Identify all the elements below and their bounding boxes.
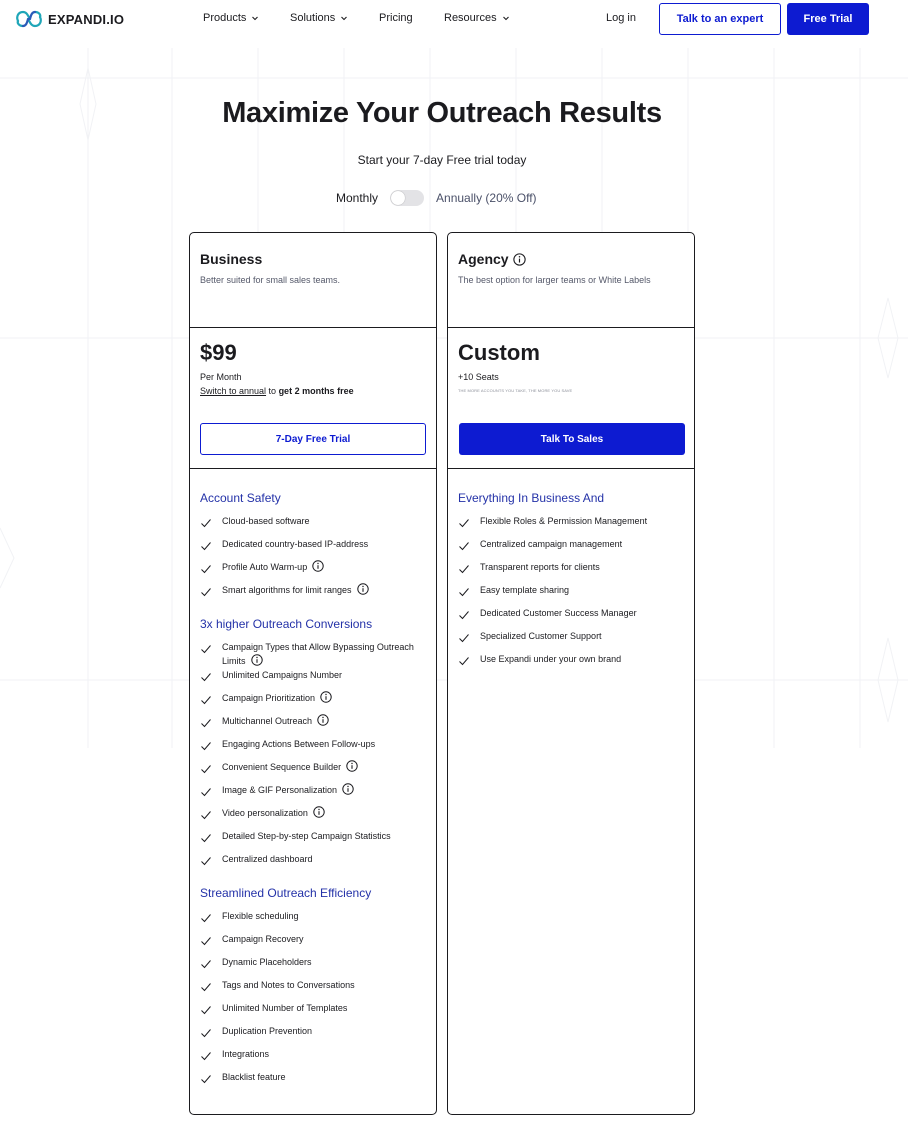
info-icon[interactable]: [317, 714, 329, 726]
feature-item: [200, 737, 426, 760]
feature-text: Cloud-based software: [222, 516, 310, 526]
feature-item: [458, 652, 684, 675]
feature-text: Dynamic Placeholders: [222, 957, 312, 967]
feature-item: [200, 560, 426, 583]
feature-text-wrap: [222, 714, 329, 728]
billing-monthly-label[interactable]: Monthly: [336, 191, 379, 205]
business-plan-header: [190, 233, 436, 328]
feature-text: Blacklist feature: [222, 1072, 286, 1082]
feature-text: Dedicated country-based IP-address: [222, 539, 369, 549]
checkmark-icon: [200, 763, 212, 775]
feature-text-wrap: [222, 978, 355, 992]
feature-item: [200, 691, 426, 714]
switch-annual-connector: to: [266, 386, 279, 396]
info-icon[interactable]: [346, 760, 358, 772]
business-price: $99: [200, 340, 237, 365]
feature-text-wrap: [222, 640, 422, 668]
feature-text-wrap: [480, 606, 637, 620]
agency-seats: +10 Seats: [458, 372, 499, 382]
feature-text-wrap: [222, 691, 332, 705]
feature-text-wrap: [222, 1047, 269, 1061]
feature-item: [200, 668, 426, 691]
checkmark-icon: [458, 586, 470, 598]
checkmark-icon: [200, 643, 212, 655]
agency-plan-pricing: [448, 328, 694, 469]
nav-products-label: Products: [203, 12, 247, 24]
checkmark-icon: [458, 563, 470, 575]
agency-plan-card: [447, 232, 695, 1115]
feature-text: Centralized campaign management: [480, 539, 623, 549]
info-icon[interactable]: [513, 253, 526, 266]
agency-fine-print: THE MORE ACCOUNTS YOU TAKE, THE MORE YOU SAVE: [458, 388, 573, 393]
agency-plan-title: Agency: [458, 251, 509, 267]
checkmark-icon: [200, 958, 212, 970]
chevron-down-icon: [251, 14, 259, 22]
feature-text-wrap: [222, 668, 342, 682]
feature-text: Image & GIF Personalization: [222, 785, 338, 795]
feature-text-wrap: [222, 955, 312, 969]
feature-text-wrap: [222, 583, 369, 597]
nav-pricing-label: Pricing: [379, 12, 413, 24]
checkmark-icon: [200, 981, 212, 993]
feature-item: [200, 1047, 426, 1070]
feature-item: [458, 606, 684, 629]
feature-text: Multichannel Outreach: [222, 716, 313, 726]
talk-to-sales-button[interactable]: Talk To Sales: [459, 423, 685, 455]
feature-text: Centralized dashboard: [222, 854, 313, 864]
feature-text-wrap: [480, 652, 621, 666]
feature-text-wrap: [222, 783, 354, 797]
feature-text: Video personalization: [222, 808, 308, 818]
checkmark-icon: [200, 1004, 212, 1016]
feature-text: Specialized Customer Support: [480, 631, 602, 641]
feature-text: Easy template sharing: [480, 585, 570, 595]
switch-to-annual-link[interactable]: Switch to annual: [200, 386, 267, 396]
billing-annually-label[interactable]: Annually (20% Off): [436, 191, 537, 205]
checkmark-icon: [200, 786, 212, 798]
feature-text: Campaign Prioritization: [222, 693, 316, 703]
feature-item: [200, 760, 426, 783]
feature-text-wrap: [480, 537, 622, 551]
info-icon[interactable]: [312, 560, 324, 572]
checkmark-icon: [200, 832, 212, 844]
feature-text: Convenient Sequence Builder: [222, 762, 342, 772]
feature-text: Flexible Roles & Permission Management: [480, 516, 648, 526]
nav-products[interactable]: [203, 12, 259, 24]
feature-text: Campaign Recovery: [222, 934, 304, 944]
checkmark-icon: [200, 540, 212, 552]
business-plan-card: [189, 232, 437, 1115]
info-icon[interactable]: [342, 783, 354, 795]
feature-text-wrap: [222, 560, 324, 574]
feature-item: [200, 955, 426, 978]
nav-solutions[interactable]: [290, 12, 348, 24]
feature-text: Unlimited Number of Templates: [222, 1003, 348, 1013]
feature-text-wrap: [222, 909, 299, 923]
feature-text: Unlimited Campaigns Number: [222, 670, 343, 680]
feature-text: Profile Auto Warm-up: [222, 562, 308, 572]
feature-text: Campaign Types that Allow Bypassing Outreach Limits: [222, 642, 414, 666]
checkmark-icon: [200, 563, 212, 575]
info-icon[interactable]: [357, 583, 369, 595]
checkmark-icon: [458, 632, 470, 644]
chevron-down-icon: [502, 14, 510, 22]
feature-text-wrap: [222, 829, 391, 843]
business-plan-description: Better suited for small sales teams.: [200, 275, 341, 285]
toggle-knob: [391, 191, 405, 205]
feature-item: [458, 537, 684, 560]
checkmark-icon: [458, 655, 470, 667]
feature-section-title: 3x higher Outreach Conversions: [200, 617, 373, 631]
feature-text-wrap: [480, 629, 602, 643]
feature-text: Dedicated Customer Success Manager: [480, 608, 637, 618]
checkmark-icon: [200, 694, 212, 706]
feature-item: [200, 583, 426, 606]
nav-pricing[interactable]: [379, 12, 413, 24]
logo-text: EXPANDI.IO: [48, 11, 125, 27]
checkmark-icon: [200, 517, 212, 529]
feature-item: [200, 852, 426, 875]
billing-period-switch: [336, 190, 537, 206]
feature-section-title: Streamlined Outreach Efficiency: [200, 886, 372, 900]
feature-text-wrap: [222, 852, 313, 866]
billing-toggle[interactable]: [390, 190, 424, 206]
page-title: Maximize Your Outreach Results: [222, 97, 662, 129]
checkmark-icon: [458, 540, 470, 552]
feature-text: Integrations: [222, 1049, 270, 1059]
feature-text-wrap: [222, 737, 375, 751]
feature-item: [200, 909, 426, 932]
info-icon[interactable]: [251, 654, 263, 666]
feature-text: Detailed Step-by-step Campaign Statistics: [222, 831, 391, 841]
nav-solutions-label: Solutions: [290, 12, 336, 24]
info-icon[interactable]: [320, 691, 332, 703]
business-features-list: [190, 469, 436, 1093]
checkmark-icon: [200, 1027, 212, 1039]
feature-item: [200, 783, 426, 806]
feature-section-title: Everything In Business And: [458, 491, 605, 505]
top-navigation: [0, 0, 908, 40]
checkmark-icon: [200, 809, 212, 821]
feature-text-wrap: [222, 806, 325, 820]
checkmark-icon: [458, 609, 470, 621]
feature-text: Duplication Prevention: [222, 1026, 313, 1036]
feature-text-wrap: [480, 514, 647, 528]
feature-text-wrap: [222, 514, 310, 528]
feature-text: Smart algorithms for limit ranges: [222, 585, 352, 595]
page-subtitle: Start your 7-day Free trial today: [357, 153, 527, 167]
feature-item: [200, 932, 426, 955]
feature-text: Use Expandi under your own brand: [480, 654, 622, 664]
checkmark-icon: [458, 517, 470, 529]
feature-text-wrap: [222, 760, 358, 774]
login-link[interactable]: Log in: [606, 12, 636, 24]
chevron-down-icon: [340, 14, 348, 22]
feature-text-wrap: [480, 560, 600, 574]
switch-annual-benefit: get 2 months free: [278, 386, 354, 396]
feature-text-wrap: [222, 932, 304, 946]
talk-to-expert-button[interactable]: Talk to an expert: [659, 3, 781, 35]
business-plan-name: [200, 251, 426, 267]
feature-text-wrap: [480, 583, 569, 597]
business-plan-pricing: [190, 328, 436, 469]
start-free-trial-button[interactable]: 7-Day Free Trial: [200, 423, 426, 455]
feature-item: [458, 629, 684, 652]
feature-item: [200, 1024, 426, 1047]
free-trial-button[interactable]: Free Trial: [787, 3, 869, 35]
logo[interactable]: [14, 7, 124, 31]
feature-item: [200, 806, 426, 829]
checkmark-icon: [200, 1050, 212, 1062]
agency-price: Custom: [458, 340, 540, 365]
feature-text: Flexible scheduling: [222, 911, 299, 921]
info-icon[interactable]: [313, 806, 325, 818]
agency-features-list: [448, 469, 694, 675]
agency-plan-name: [458, 251, 684, 267]
feature-item: [200, 714, 426, 737]
feature-text-wrap: [222, 1024, 312, 1038]
checkmark-icon: [200, 855, 212, 867]
feature-text: Tags and Notes to Conversations: [222, 980, 355, 990]
feature-text-wrap: [222, 1070, 286, 1084]
feature-item: [200, 1001, 426, 1024]
feature-item: [458, 583, 684, 606]
feature-item: [200, 640, 426, 668]
checkmark-icon: [200, 586, 212, 598]
feature-text: Engaging Actions Between Follow-ups: [222, 739, 376, 749]
feature-section-title: Account Safety: [200, 491, 281, 505]
feature-item: [200, 978, 426, 1001]
business-plan-title: Business: [200, 251, 263, 267]
agency-plan-description: The best option for larger teams or White Labels: [458, 275, 651, 285]
business-price-period: Per Month: [200, 372, 242, 382]
feature-item: [200, 1070, 426, 1093]
nav-resources[interactable]: [444, 12, 510, 24]
feature-item: [458, 514, 684, 537]
agency-plan-header: [448, 233, 694, 328]
feature-text-wrap: [222, 537, 368, 551]
switch-annual-note: [200, 386, 426, 396]
feature-text-wrap: [222, 1001, 347, 1015]
feature-text: Transparent reports for clients: [480, 562, 600, 572]
feature-item: [200, 829, 426, 852]
feature-item: [200, 514, 426, 537]
nav-resources-label: Resources: [444, 12, 497, 24]
feature-item: [458, 560, 684, 583]
checkmark-icon: [200, 671, 212, 683]
checkmark-icon: [200, 740, 212, 752]
checkmark-icon: [200, 1073, 212, 1085]
checkmark-icon: [200, 912, 212, 924]
feature-item: [200, 537, 426, 560]
checkmark-icon: [200, 935, 212, 947]
expandi-logo-icon: [14, 7, 44, 31]
checkmark-icon: [200, 717, 212, 729]
